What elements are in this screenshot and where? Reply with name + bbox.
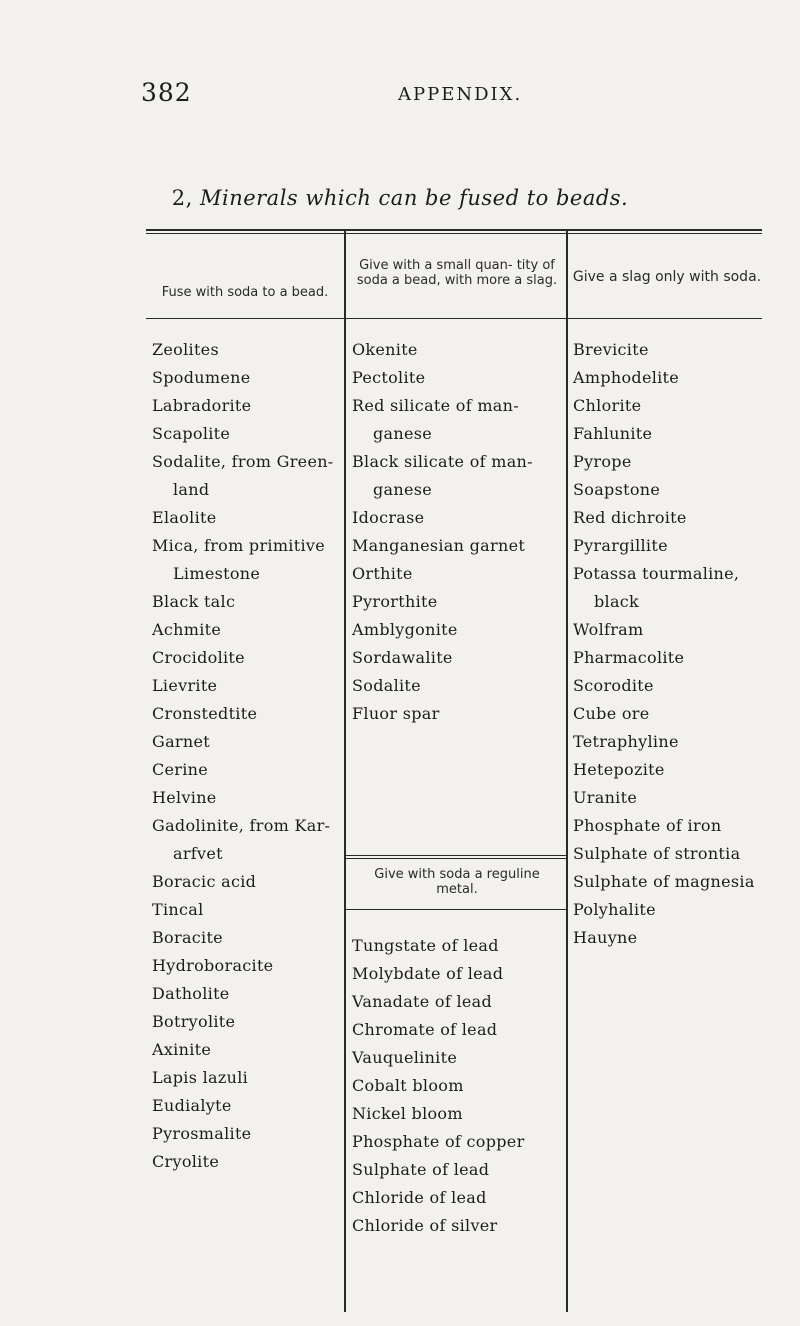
- mineral-entry: Botryolite: [152, 1012, 236, 1031]
- mineral-entry: Tincal: [152, 900, 204, 919]
- column-divider-1: [344, 230, 346, 1312]
- mineral-entry-continuation: ganese: [373, 424, 433, 443]
- mineral-entry: Pyrosmalite: [152, 1124, 252, 1143]
- mineral-entry: Pyrope: [573, 452, 632, 471]
- mineral-entry: [152, 532, 325, 588]
- section-title: [0, 186, 800, 210]
- mineral-entry: Lapis lazuli: [152, 1068, 249, 1087]
- subsection-rule-top: [345, 855, 566, 856]
- mineral-entry: Crocidolite: [152, 648, 245, 667]
- mineral-entry: Scapolite: [152, 424, 231, 443]
- mineral-entry: Cube ore: [573, 704, 650, 723]
- mineral-entry: Nickel bloom: [352, 1104, 463, 1123]
- mineral-entry: Garnet: [152, 732, 210, 751]
- mineral-entry: Tungstate of lead: [352, 936, 499, 955]
- mineral-entry: Labradorite: [152, 396, 252, 415]
- mineral-entry: Sulphate of magnesia: [573, 872, 755, 891]
- mineral-entry: Helvine: [152, 788, 217, 807]
- mineral-entry: Orthite: [352, 564, 413, 583]
- mineral-entry-continuation: ganese: [373, 480, 433, 499]
- column-header-fuse: Fuse with soda to a bead.: [161, 285, 329, 300]
- mineral-entry: Tetraphyline: [573, 732, 679, 751]
- table-top-rule-2: [146, 233, 762, 234]
- mineral-entry: Pyrargillite: [573, 536, 668, 555]
- mineral-entry-line: Mica, from primitive: [152, 536, 325, 555]
- subsection-rule-top-2: [345, 858, 566, 859]
- mineral-entry: Amphodelite: [573, 368, 680, 387]
- mineral-entry: Brevicite: [573, 340, 649, 359]
- mineral-entry: Pharmacolite: [573, 648, 685, 667]
- mineral-entry: Sodalite: [352, 676, 421, 695]
- mineral-entry: Wolfram: [573, 620, 644, 639]
- mineral-entry: Hydroboracite: [152, 956, 274, 975]
- mineral-entry: Cerine: [152, 760, 209, 779]
- mineral-entry-continuation: arfvet: [173, 844, 223, 863]
- mineral-entry: Sulphate of lead: [352, 1160, 490, 1179]
- mineral-entry: Cronstedtite: [152, 704, 258, 723]
- mineral-entry: Sulphate of strontia: [573, 844, 741, 863]
- mineral-entry: Red dichroite: [573, 508, 687, 527]
- mineral-entry: Black talc: [152, 592, 236, 611]
- mineral-entry: Pectolite: [352, 368, 426, 387]
- mineral-entry: Manganesian garnet: [352, 536, 526, 555]
- mineral-entry: Eudialyte: [152, 1096, 232, 1115]
- header-rule-col2: [345, 318, 566, 319]
- mineral-entry: Polyhalite: [573, 900, 656, 919]
- mineral-entry-line: Red silicate of man-: [352, 396, 519, 415]
- mineral-entry: Pyrorthite: [352, 592, 438, 611]
- subsection-header-reguline: Give with soda a reguline metal.: [374, 867, 540, 897]
- mineral-entry: Chlorite: [573, 396, 642, 415]
- mineral-entry: Fahlunite: [573, 424, 653, 443]
- mineral-entry-continuation: Limestone: [173, 564, 261, 583]
- mineral-entry: Achmite: [152, 620, 222, 639]
- mineral-entry-continuation: black: [594, 592, 640, 611]
- mineral-entry: [573, 560, 739, 616]
- section-number: 2,: [171, 186, 193, 210]
- mineral-entry: [352, 392, 519, 448]
- mineral-entry-line: Sodalite, from Green-: [152, 452, 334, 471]
- mineral-entry: Hetepozite: [573, 760, 665, 779]
- mineral-entry: [352, 448, 533, 504]
- mineral-entry: [152, 448, 334, 504]
- mineral-entry: Vauquelinite: [352, 1048, 458, 1067]
- mineral-entry: Zeolites: [152, 340, 219, 359]
- mineral-entry: Sordawalite: [352, 648, 453, 667]
- mineral-entry: Chloride of lead: [352, 1188, 487, 1207]
- mineral-entry: Uranite: [573, 788, 638, 807]
- table-top-rule: [146, 229, 762, 231]
- mineral-entry: Hauyne: [573, 928, 638, 947]
- column-divider-2: [566, 230, 568, 1312]
- mineral-entry: Vanadate of lead: [352, 992, 493, 1011]
- mineral-entry: Fluor spar: [352, 704, 440, 723]
- mineral-entry: Chloride of silver: [352, 1216, 498, 1235]
- column-header-slag: Give a slag only with soda.: [572, 269, 762, 285]
- mineral-entry-continuation: land: [173, 480, 210, 499]
- mineral-entry: Axinite: [152, 1040, 212, 1059]
- mineral-entry-line: Black silicate of man-: [352, 452, 533, 471]
- mineral-entry: Phosphate of copper: [352, 1132, 525, 1151]
- mineral-entry: Lievrite: [152, 676, 218, 695]
- mineral-entry: Phosphate of iron: [573, 816, 722, 835]
- mineral-entry: Boracite: [152, 928, 223, 947]
- section-title-text: Minerals which can be fused to beads.: [199, 186, 629, 210]
- mineral-entry: Boracic acid: [152, 872, 257, 891]
- mineral-entry: [152, 812, 330, 868]
- mineral-entry-line: Gadolinite, from Kar-: [152, 816, 331, 835]
- mineral-entry: Chromate of lead: [352, 1020, 498, 1039]
- mineral-entry: Cobalt bloom: [352, 1076, 464, 1095]
- column-header-small-quantity: Give with a small quan- tity of soda a bead, with more a slag.: [356, 258, 558, 288]
- mineral-entry: Molybdate of lead: [352, 964, 504, 983]
- mineral-entry: Datholite: [152, 984, 230, 1003]
- page-number: 382: [141, 78, 192, 107]
- mineral-entry: Okenite: [352, 340, 418, 359]
- header-rule-col3: [568, 318, 762, 319]
- mineral-entry: Scorodite: [573, 676, 654, 695]
- mineral-entry-line: Potassa tourmaline,: [573, 564, 740, 583]
- mineral-entry: Elaolite: [152, 508, 217, 527]
- header-rule-col1: [146, 318, 344, 319]
- mineral-entry: Cryolite: [152, 1152, 220, 1171]
- running-head: APPENDIX.: [398, 84, 523, 105]
- subsection-rule-bottom: [345, 909, 566, 910]
- mineral-entry: Idocrase: [352, 508, 425, 527]
- mineral-entry: Spodumene: [152, 368, 251, 387]
- mineral-entry: Soapstone: [573, 480, 661, 499]
- mineral-entry: Amblygonite: [352, 620, 458, 639]
